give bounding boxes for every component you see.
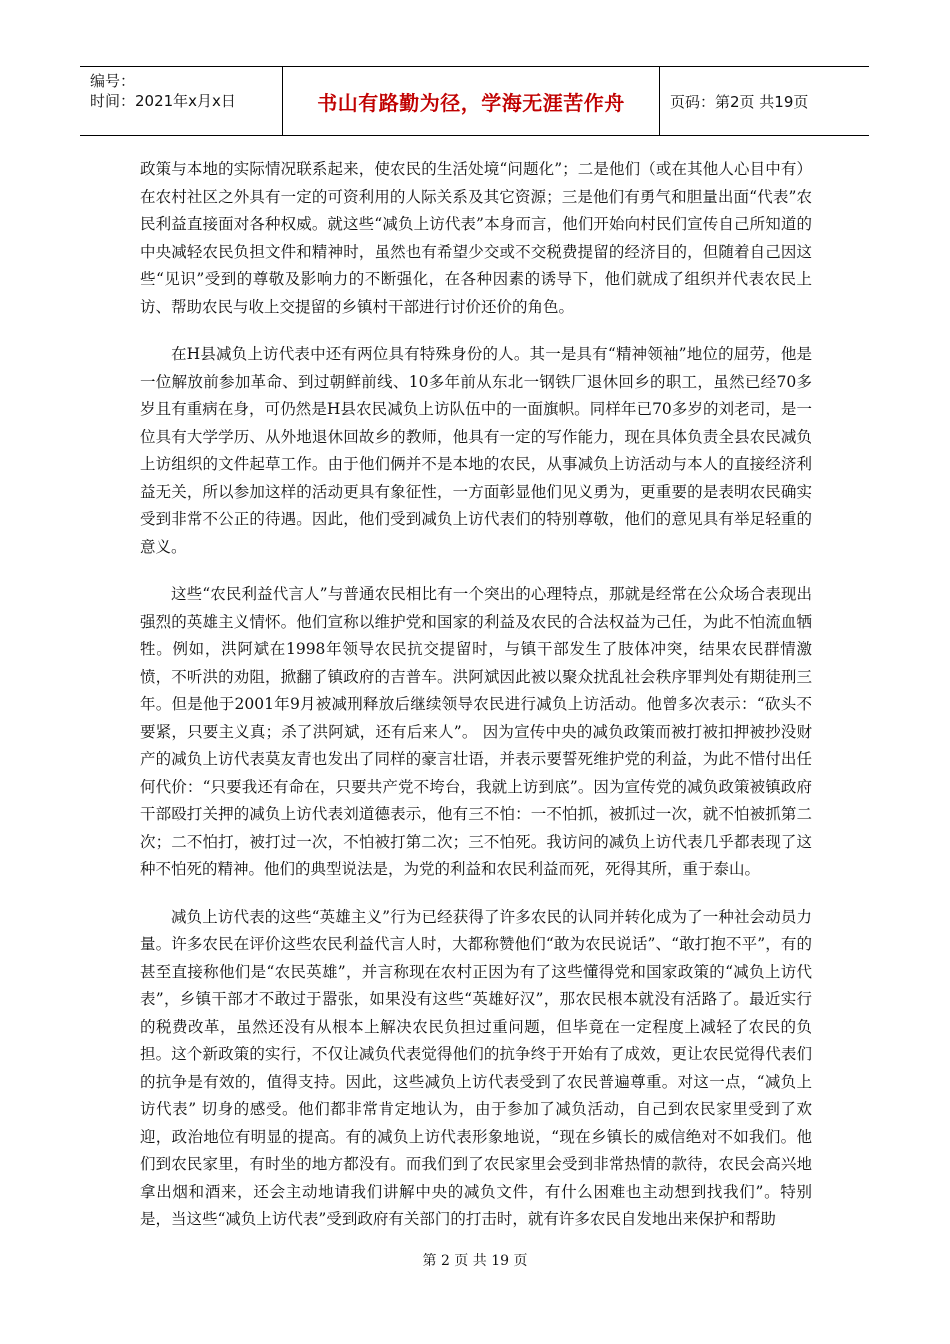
- document-body: [140, 156, 812, 1254]
- paragraph: 减负上访代表的这些“英雄主义”行为已经获得了许多农民的认同并转化成为了一种社会动员力量。许多农民在评价这些农民利益代言人时，大都称赞他们“敢为农民说话”、“敢打抱不平”，有的甚至直接称他们是“农民英雄”，并言称现在农村正因为有了这些懂得党和国家政策的“减负上访代表”，乡镇干部才不敢过于嚣张，如果没有这些“英雄好汉”，那农民根本就没有活路了。最近实行的税费改革，虽然还没有从根本上解决农民负担过重问题，但毕竟在一定程度上减轻了农民的负担。这个新政策的实行，不仅让减负代表觉得他们的抗争终于开始有了成效，更让农民觉得代表们的抗争是有效的，值得支持。因此，这些减负上访代表受到了农民普遍尊重。对这一点，“减负上访代表” 切身的感受。他们都非常肯定地认为，由于参加了减负活动，自己到农民家里受到了欢迎，政治地位有明显的提高。有的减负上访代表形象地说，“现在乡镇长的威信绝对不如我们。他们到农民家里，有时坐的地方都没有。而我们到了农民家里会受到非常热情的款待，农民会高兴地拿出烟和酒来，还会主动地请我们讲解中央的减负文件，有什么困难也主动想到找我们”。特别是，当这些“减负上访代表”受到政府有关部门的打击时，就有许多农民自发地出来保护和帮助: [140, 907, 812, 1228]
- paragraph: 政策与本地的实际情况联系起来，使农民的生活处境“问题化”；二是他们（或在其他人心目中有）在农村社区之外具有一定的可资利用的人际关系及其它资源；三是他们有勇气和胆量出面“代表”农民利益直接面对各种权威。就这些“减负上访代表”本身而言，他们开始向村民们宣传自己所知道的中央减轻农民负担文件和精神时，虽然也有希望少交或不交税费提留的经济目的，但随着自己因这些“见识”受到的尊敬及影响力的不断强化，在各种因素的诱导下，他们就成了组织并代表农民上访、帮助农民与收上交提留的乡镇村干部进行讨价还价的角色。: [140, 160, 812, 316]
- paragraph: 在H县减负上访代表中还有两位具有特殊身份的人。其一是具有“精神领袖”地位的屈劳，他是一位解放前参加革命、到过朝鲜前线、10多年前从东北一钢铁厂退休回乡的职工，虽然已经70多岁且有重病在身，可仍然是H县农民减负上访队伍中的一面旗帜。同样年已70多岁的刘老司，是一位具有大学学历、从外地退休回故乡的教师，他具有一定的写作能力，现在具体负责全县农民减负上访组织的文件起草工作。由于他们俩并不是本地的农民，从事减负上访活动与本人的直接经济利益无关，所以参加这样的活动更具有象征性，一方面彰显他们见义勇为，更重要的是表明农民确实受到非常不公正的待遇。因此，他们受到减负上访代表们的特别尊敬，他们的意见具有举足轻重的意义。: [140, 345, 812, 556]
- header-motto: 书山有路勤为径，学海无涯苦作舟: [283, 67, 660, 135]
- header-info-cell: [80, 67, 283, 135]
- paragraph: 这些“农民利益代言人”与普通农民相比有一个突出的心理特点，那就是经常在公众场合表现出强烈的英雄主义情怀。他们宣称以维护党和国家的利益及农民的合法权益为己任，为此不怕流血牺牲。例如，洪阿斌在1998年领导农民抗交提留时，与镇干部发生了肢体冲突，结果农民群情激愤，不听洪的劝阻，掀翻了镇政府的吉普车。洪阿斌因此被以聚众扰乱社会秩序罪判处有期徒刑三年。但是他于2001年9月被减刑释放后继续领导农民进行减负上访活动。他曾多次表示：“砍头不要紧，只要主义真；杀了洪阿斌，还有后来人”。 因为宣传中央的减负政策而被打被扣押被抄没财产的减负上访代表莫友青也发出了同样的豪言壮语，并表示要誓死维护党的利益，为此不惜付出任何代价：“只要我还有命在，只要共产党不垮台，我就上访到底”。因为宣传党的减负政策被镇政府干部殴打关押的减负上访代表刘道德表示，他有三不怕：一不怕抓，被抓过一次，就不怕被抓第二次；二不怕打，被打过一次，不怕被打第二次；三不怕死。我访问的减负上访代表几乎都表现了这种不怕死的精神。他们的典型说法是，为党的利益和农民利益而死，死得其所，重于泰山。: [140, 585, 812, 878]
- page-header: [80, 66, 869, 136]
- header-page-code: 页码：第2页 共19页: [670, 92, 809, 111]
- page-footer: 第 2 页 共 19 页: [422, 1253, 528, 1269]
- document-time-label: 时间：2021年x月x日: [90, 92, 236, 110]
- document-number-label: 编号：: [90, 72, 136, 90]
